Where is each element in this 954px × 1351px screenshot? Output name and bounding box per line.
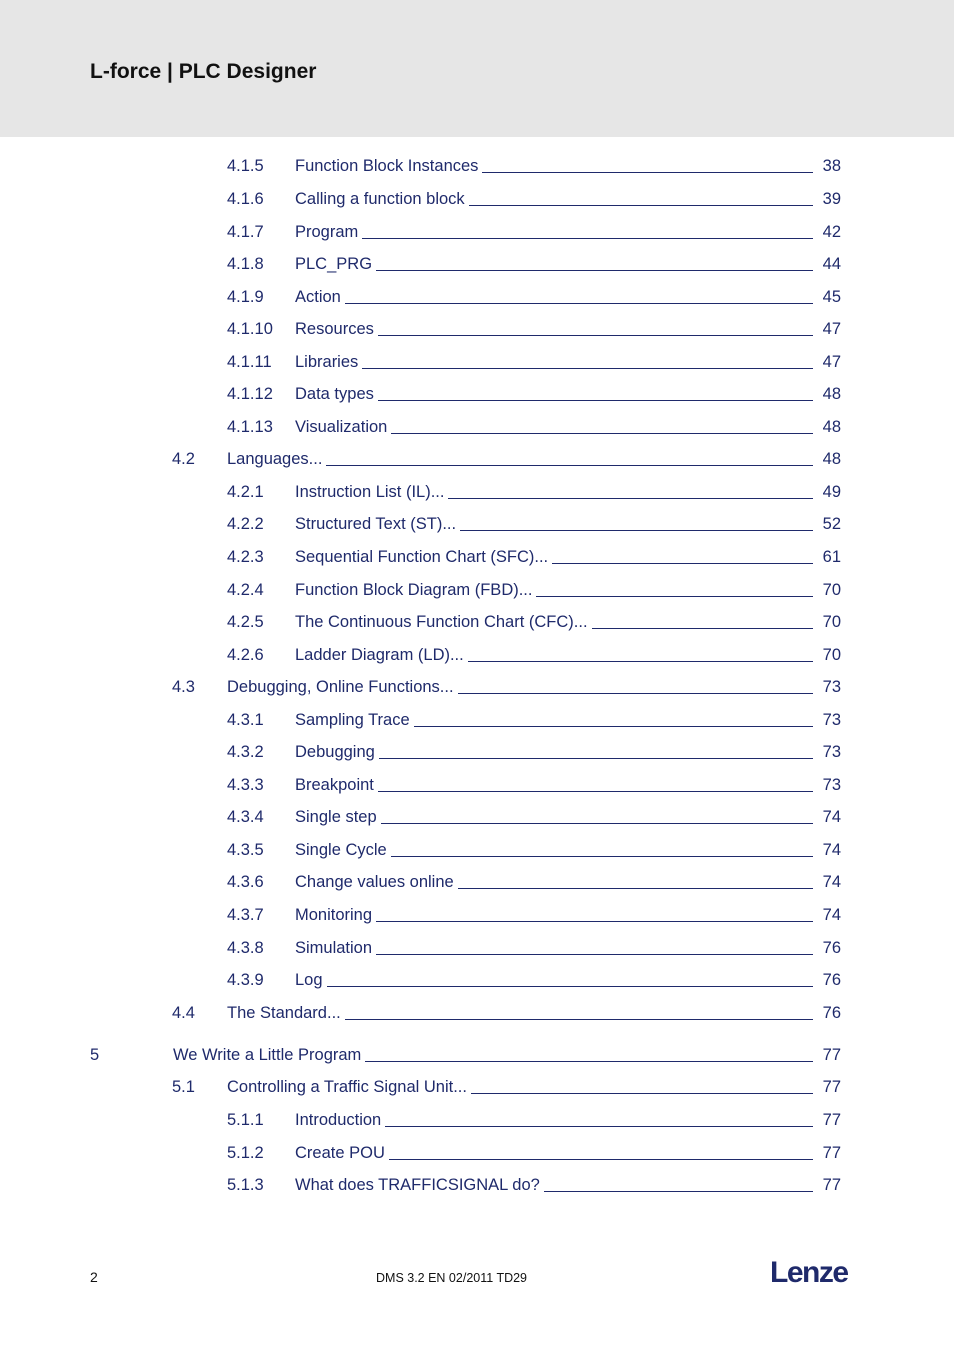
- toc-entry-title: Function Block Diagram (FBD)...: [295, 581, 533, 599]
- toc-entry-title: Simulation: [295, 939, 373, 957]
- toc-entry-title: Debugging, Online Functions...: [227, 678, 454, 696]
- toc-leader-line: [468, 660, 813, 662]
- toc-entry[interactable]: [227, 769, 841, 795]
- toc-leader-line: [379, 757, 813, 759]
- toc-entry[interactable]: [227, 606, 841, 632]
- toc-entry[interactable]: [227, 964, 841, 990]
- toc-entry-title: Single Cycle: [295, 841, 387, 859]
- toc-entry-title: Instruction List (IL)...: [295, 483, 445, 501]
- toc-entry-number: 4.4: [172, 1004, 195, 1022]
- toc-entry-number: 4.2.4: [227, 581, 264, 599]
- toc-entry-number: 4.1.9: [227, 288, 264, 306]
- toc-leader-line: [389, 1158, 813, 1160]
- toc-entry-page: 76: [822, 1004, 841, 1022]
- toc-entry[interactable]: [227, 281, 841, 307]
- toc-entry-number: 4.1.11: [227, 353, 272, 371]
- toc-entry-page: 70: [822, 613, 841, 631]
- toc-entry-page: 49: [822, 483, 841, 501]
- toc-leader-line: [414, 725, 813, 727]
- toc-entry[interactable]: [227, 1104, 841, 1130]
- toc-entry[interactable]: [227, 346, 841, 372]
- toc-leader-line: [378, 790, 813, 792]
- page-number: 2: [90, 1269, 98, 1285]
- toc-entry-title: Calling a function block: [295, 190, 465, 208]
- document-id: DMS 3.2 EN 02/2011 TD29: [376, 1271, 528, 1285]
- toc-entry-title: Single step: [295, 808, 377, 826]
- toc-entry-page: 47: [822, 320, 841, 338]
- toc-entry-page: 77: [822, 1111, 841, 1129]
- toc-leader-line: [471, 1092, 813, 1094]
- toc-entry[interactable]: [90, 1039, 841, 1065]
- toc-entry[interactable]: [227, 476, 841, 502]
- toc-entry-number: 4.3.7: [227, 906, 264, 924]
- toc-entry-number: 4.2.1: [227, 483, 264, 501]
- toc-entry-title: Controlling a Traffic Signal Unit...: [227, 1078, 467, 1096]
- toc-entry-number: 4.1.5: [227, 157, 264, 175]
- toc-entry-number: 4.3.8: [227, 939, 264, 957]
- toc-leader-line: [381, 822, 813, 824]
- toc-leader-line: [378, 399, 813, 401]
- toc-entry-title: Ladder Diagram (LD)...: [295, 646, 464, 664]
- toc-entry-title: Function Block Instances: [295, 157, 479, 175]
- toc-entry[interactable]: [227, 183, 841, 209]
- toc-leader-line: [327, 985, 813, 987]
- toc-entry-title: Data types: [295, 385, 374, 403]
- toc-entry-page: 47: [822, 353, 841, 371]
- toc-entry-page: 73: [822, 678, 841, 696]
- toc-entry-page: 73: [822, 776, 841, 794]
- toc-entry-number: 4.2.3: [227, 548, 264, 566]
- toc-entry-number: 5.1.3: [227, 1176, 264, 1194]
- toc-entry-number: 5.1.2: [227, 1144, 264, 1162]
- toc-entry-page: 74: [822, 873, 841, 891]
- toc-entry-title: PLC_PRG: [295, 255, 373, 273]
- toc-leader-line: [536, 595, 813, 597]
- toc-entry-title: Libraries: [295, 353, 359, 371]
- toc-leader-line: [362, 237, 813, 239]
- toc-entry-number: 4.3.2: [227, 743, 264, 761]
- toc-entry-title: Languages...: [227, 450, 323, 468]
- toc-entry-number: 4.3.9: [227, 971, 264, 989]
- toc-entry-number: 4.2.2: [227, 515, 264, 533]
- toc-leader-line: [552, 562, 813, 564]
- toc-entry-page: 76: [822, 971, 841, 989]
- toc-entry-page: 76: [822, 939, 841, 957]
- toc-entry-number: 5: [90, 1046, 100, 1064]
- toc-leader-line: [391, 432, 813, 434]
- toc-entry-number: 4.1.7: [227, 223, 264, 241]
- toc-entry-page: 44: [822, 255, 841, 273]
- toc-entry-page: 61: [822, 548, 841, 566]
- toc-entry-page: 52: [822, 515, 841, 533]
- toc-leader-line: [365, 1060, 813, 1062]
- toc-leader-line: [378, 334, 813, 336]
- toc-entry[interactable]: [172, 671, 841, 697]
- toc-entry-number: 4.3.4: [227, 808, 264, 826]
- toc-entry-title: Introduction: [295, 1111, 382, 1129]
- toc-entry-number: 4.1.6: [227, 190, 264, 208]
- toc-entry-number: 4.3.1: [227, 711, 264, 729]
- toc-entry-page: 48: [822, 385, 841, 403]
- toc-entry[interactable]: [227, 541, 841, 567]
- toc-entry-page: 48: [822, 450, 841, 468]
- toc-entry-page: 77: [822, 1176, 841, 1194]
- toc-entry-number: 4.2: [172, 450, 195, 468]
- toc-entry[interactable]: [227, 736, 841, 762]
- toc-entry[interactable]: [172, 1071, 841, 1097]
- toc-entry-number: 4.3: [172, 678, 195, 696]
- toc-entry[interactable]: [227, 639, 841, 665]
- toc-entry-title: What does TRAFFICSIGNAL do?: [295, 1176, 540, 1194]
- toc-leader-line: [376, 953, 813, 955]
- toc-entry-title: We Write a Little Program: [173, 1046, 362, 1064]
- toc-entry[interactable]: [227, 378, 841, 404]
- toc-leader-line: [376, 920, 813, 922]
- toc-entry-number: 4.1.10: [227, 320, 273, 338]
- toc-entry[interactable]: [227, 899, 841, 925]
- toc-entry[interactable]: [227, 932, 841, 958]
- toc-entry[interactable]: [172, 443, 841, 469]
- toc-entry-number: 4.2.6: [227, 646, 264, 664]
- toc-entry[interactable]: [227, 150, 841, 176]
- toc-entry-number: 5.1.1: [227, 1111, 264, 1129]
- toc-leader-line: [345, 302, 813, 304]
- toc-entry-page: 74: [822, 906, 841, 924]
- toc-entry[interactable]: [227, 313, 841, 339]
- toc-entry[interactable]: [227, 1137, 841, 1163]
- toc-entry-number: 4.3.5: [227, 841, 264, 859]
- toc-entry[interactable]: [227, 704, 841, 730]
- toc-entry-page: 45: [822, 288, 841, 306]
- toc-leader-line: [458, 887, 813, 889]
- toc-entry-title: Sequential Function Chart (SFC)...: [295, 548, 549, 566]
- toc-entry-title: Create POU: [295, 1144, 385, 1162]
- toc-entry-number: 4.3.6: [227, 873, 264, 891]
- toc-entry[interactable]: [227, 411, 841, 437]
- toc-entry-title: Debugging: [295, 743, 375, 761]
- toc-leader-line: [469, 204, 813, 206]
- toc-entry-page: 39: [822, 190, 841, 208]
- lenze-logo: Lenze: [770, 1256, 848, 1289]
- toc-entry-page: 42: [822, 223, 841, 241]
- toc-entry-number: 4.1.8: [227, 255, 264, 273]
- toc-entry-title: Visualization: [295, 418, 388, 436]
- toc-leader-line: [391, 855, 813, 857]
- toc-entry-title: Program: [295, 223, 359, 241]
- toc-leader-line: [482, 171, 813, 173]
- toc-entry-title: Action: [295, 288, 341, 306]
- toc-entry[interactable]: [227, 574, 841, 600]
- toc-entry-title: Log: [295, 971, 323, 989]
- toc-entry-number: 4.2.5: [227, 613, 264, 631]
- toc-entry-title: Resources: [295, 320, 374, 338]
- toc-entry-page: 77: [822, 1078, 841, 1096]
- toc-entry-page: 77: [822, 1046, 841, 1064]
- toc-entry-page: 73: [822, 743, 841, 761]
- toc-entry-page: 77: [822, 1144, 841, 1162]
- toc-entry[interactable]: [227, 801, 841, 827]
- toc-entry-page: 70: [822, 581, 841, 599]
- document-title: L-force | PLC Designer: [90, 60, 317, 83]
- toc-entry-page: 48: [822, 418, 841, 436]
- toc-entry[interactable]: [227, 1169, 841, 1195]
- toc-entry-title: Change values online: [295, 873, 454, 891]
- toc-entry-number: 4.1.13: [227, 418, 273, 436]
- toc-entry-page: 73: [822, 711, 841, 729]
- toc-entry[interactable]: [227, 834, 841, 860]
- toc-entry-title: The Continuous Function Chart (CFC)...: [295, 613, 588, 631]
- toc-leader-line: [385, 1125, 813, 1127]
- toc-entry-title: The Standard...: [227, 1004, 341, 1022]
- toc-entry-number: 4.3.3: [227, 776, 264, 794]
- toc-leader-line: [592, 627, 813, 629]
- toc-entry-page: 70: [822, 646, 841, 664]
- toc-entry-number: 5.1: [172, 1078, 195, 1096]
- toc-leader-line: [458, 692, 813, 694]
- toc-entry-page: 74: [822, 808, 841, 826]
- toc-leader-line: [460, 529, 813, 531]
- toc-leader-line: [326, 464, 813, 466]
- toc-entry-title: Structured Text (ST)...: [295, 515, 457, 533]
- toc-leader-line: [345, 1018, 813, 1020]
- toc-leader-line: [376, 269, 813, 271]
- toc-entry-page: 38: [822, 157, 841, 175]
- toc-entry[interactable]: [172, 997, 841, 1023]
- toc-entry[interactable]: [227, 216, 841, 242]
- toc-entry-number: 4.1.12: [227, 385, 273, 403]
- toc-leader-line: [448, 497, 813, 499]
- toc-entry[interactable]: [227, 866, 841, 892]
- toc-entry-title: Sampling Trace: [295, 711, 410, 729]
- toc-leader-line: [362, 367, 813, 369]
- toc-entry-title: Breakpoint: [295, 776, 374, 794]
- toc-entry[interactable]: [227, 508, 841, 534]
- toc-entry-page: 74: [822, 841, 841, 859]
- toc-entry-title: Monitoring: [295, 906, 373, 924]
- toc-entry[interactable]: [227, 248, 841, 274]
- toc-leader-line: [544, 1190, 813, 1192]
